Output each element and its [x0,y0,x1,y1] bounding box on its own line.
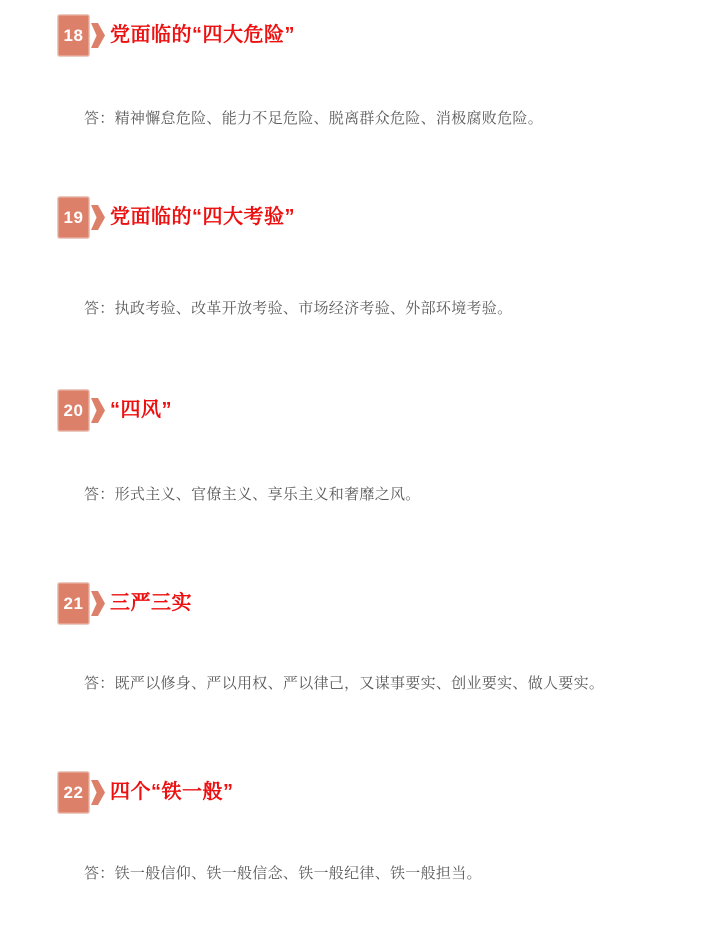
item-number: 18 [63,25,84,45]
chevron-right-icon [91,780,105,805]
question-header [58,15,295,56]
chevron-right-icon [91,23,105,48]
chevron-right-icon [91,591,105,616]
question-heading: “四风” [110,399,172,421]
question-heading: 党面临的“四大考验” [110,206,295,228]
item-number-badge [58,772,89,813]
item-number-badge [58,390,89,431]
question-heading: 三严三实 [110,592,192,614]
question-header [58,772,234,813]
answer-text: 答：执政考验、改革开放考验、市场经济考验、外部环境考验。 [84,300,513,317]
item-number: 19 [63,207,84,227]
chevron-right-icon [91,205,105,230]
item-number: 20 [63,400,84,420]
question-header [58,197,295,238]
answer-text: 答：精神懈怠危险、能力不足危险、脱离群众危险、消极腐败危险。 [84,110,544,127]
item-number-badge [58,15,89,56]
answer-text: 答：形式主义、官僚主义、享乐主义和奢靡之风。 [84,486,421,503]
item-number-badge [58,197,89,238]
answer-text: 答：铁一般信仰、铁一般信念、铁一般纪律、铁一般担当。 [84,865,482,882]
question-header [58,583,192,624]
question-heading: 四个“铁一般” [110,781,234,803]
item-number-badge [58,583,89,624]
item-number: 22 [63,782,84,802]
chevron-right-icon [91,398,105,423]
question-header [58,390,172,431]
answer-text: 答：既严以修身、严以用权、严以律己，又谋事要实、创业要实、做人要实。 [84,675,605,692]
item-number: 21 [63,593,84,613]
question-heading: 党面临的“四大危险” [110,24,295,46]
